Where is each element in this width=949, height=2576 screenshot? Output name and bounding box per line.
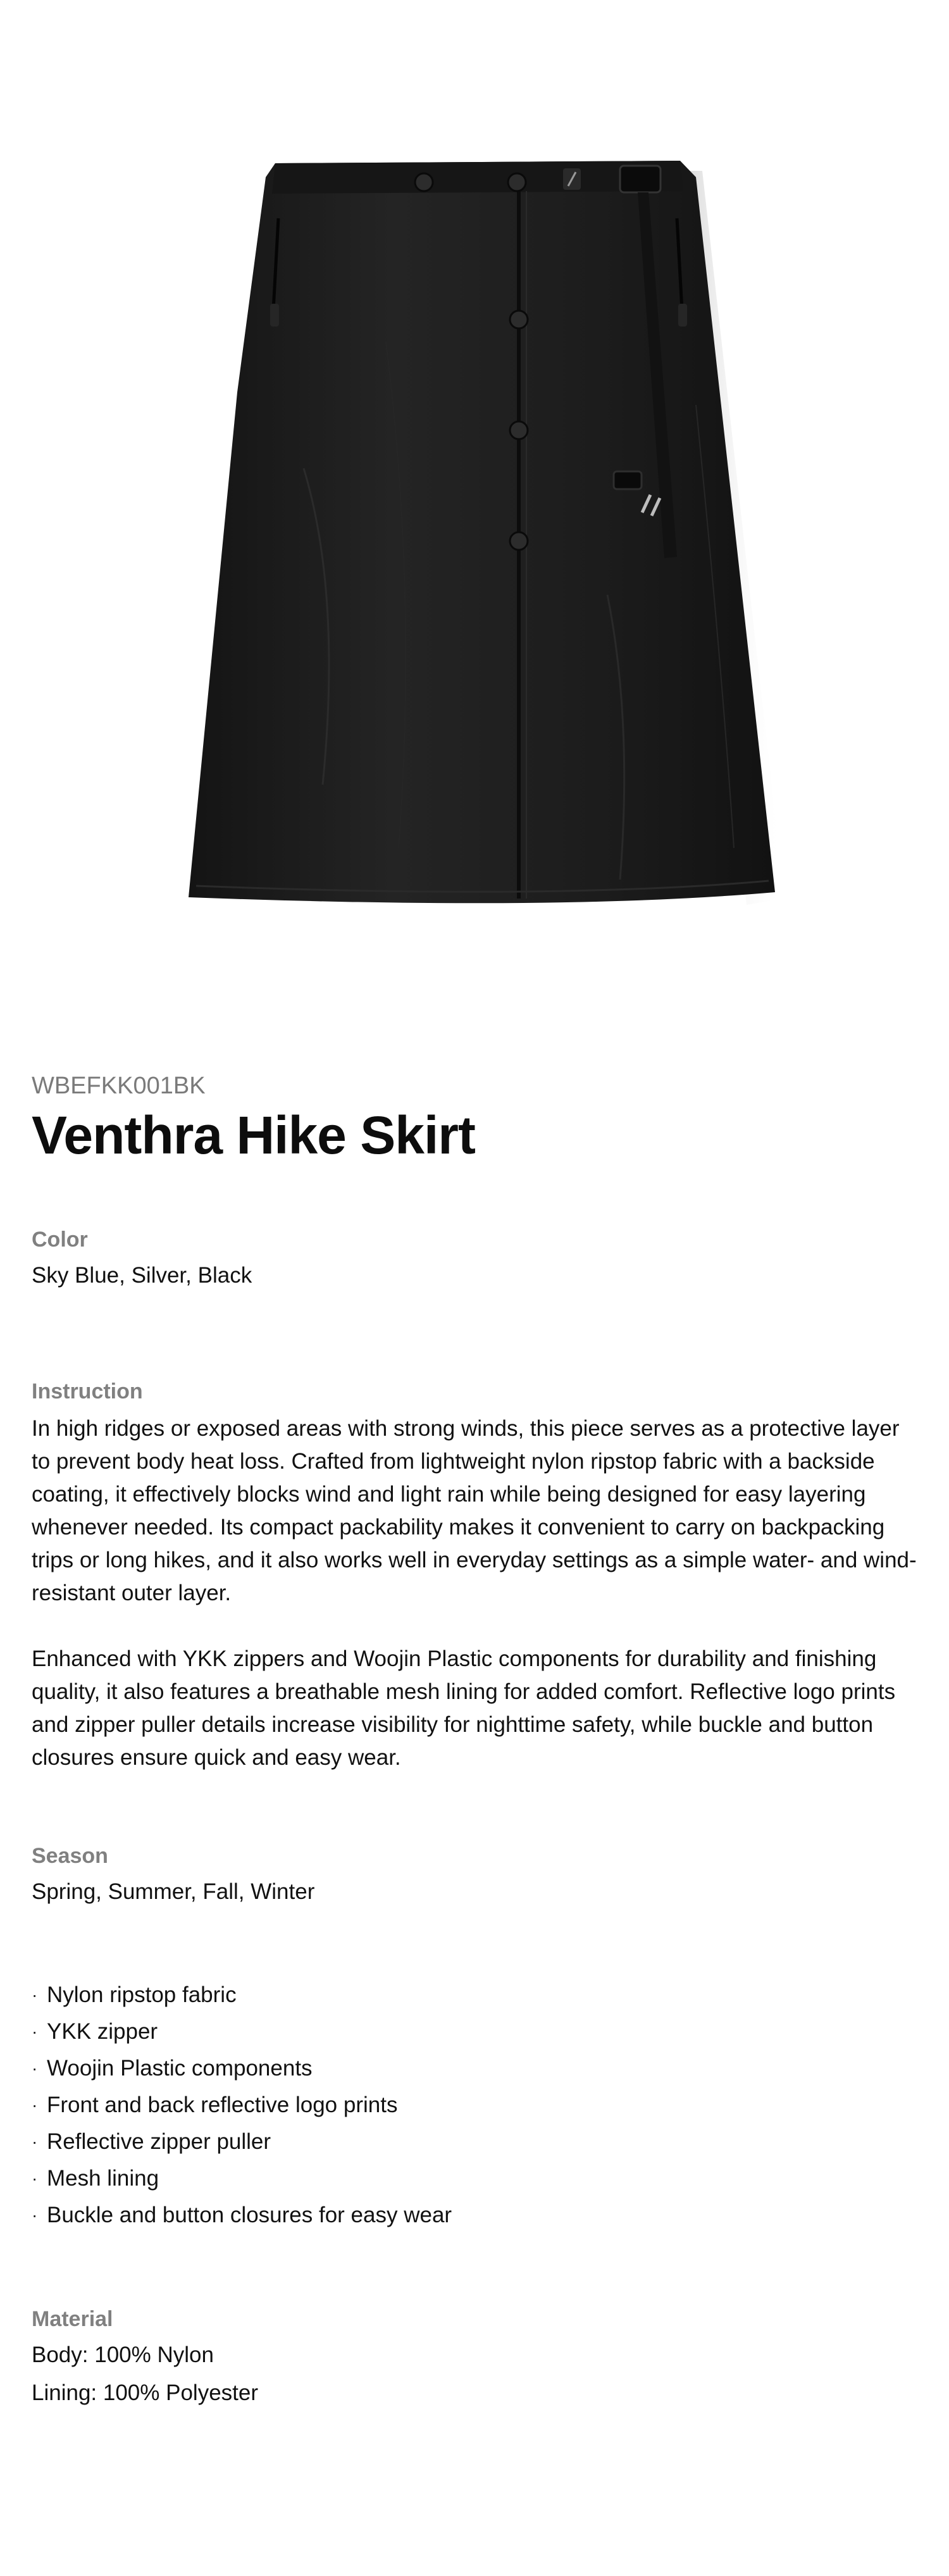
instruction-paragraph: In high ridges or exposed areas with strong winds, this piece serves as a protective layer to prevent body heat loss. Crafted from lightweight nylon ripstop fabric with a backside coating, it effectively blocks wind and light rain while being designed for easy layering whenever needed. Its compact packability makes it convenient to carry on backpacking trips or long hikes, and it also works well in everyday settings as a simple water- and wind-resistant outer layer.: [32, 1416, 917, 1605]
bullet-icon: ·: [32, 2205, 38, 2225]
bullet-icon: ·: [32, 2095, 38, 2115]
feature-item: [32, 1977, 917, 2013]
feature-text: Reflective zipper puller: [47, 2129, 271, 2154]
instruction-label: Instruction: [32, 1379, 143, 1403]
product-image: [177, 152, 785, 924]
color-section: [32, 1225, 917, 1292]
season-section: [32, 1841, 917, 1908]
snap-button-icon: [510, 532, 528, 550]
feature-item: [32, 2160, 917, 2197]
features-section: [32, 1977, 917, 2234]
snap-button-icon: [510, 421, 528, 439]
feature-text: Mesh lining: [47, 2166, 159, 2191]
product-title: Venthra Hike Skirt: [32, 1105, 475, 1165]
feature-text: YKK zipper: [47, 2019, 158, 2044]
material-section: [32, 2305, 917, 2410]
features-list: [32, 1977, 917, 2234]
material-lining: Lining: 100% Polyester: [32, 2380, 258, 2405]
season-value: Spring, Summer, Fall, Winter: [32, 1879, 315, 1904]
skirt-product-photo: [177, 152, 785, 924]
zipper-pull-icon: [270, 304, 279, 327]
product-info: [32, 1069, 917, 2410]
color-value: Sky Blue, Silver, Black: [32, 1263, 252, 1288]
feature-text: Nylon ripstop fabric: [47, 1982, 237, 2007]
bullet-icon: ·: [32, 2022, 38, 2041]
instruction-section: [32, 1377, 917, 1774]
instruction-paragraph: Enhanced with YKK zippers and Woojin Plastic components for durability and finishing quality, it also features a breathable mesh lining for added comfort. Reflective logo prints and zipper puller details increase visibility for nighttime safety, while buckle and button closures ensure quick and easy wear.: [32, 1646, 896, 1770]
snap-button-icon: [415, 173, 433, 191]
feature-item: [32, 2087, 917, 2124]
material-label: Material: [32, 2307, 113, 2331]
strap-slider-icon: [614, 471, 642, 489]
bullet-icon: ·: [32, 2058, 38, 2078]
feature-text: Woojin Plastic components: [47, 2056, 313, 2081]
bullet-icon: ·: [32, 2132, 38, 2151]
bullet-icon: ·: [32, 2168, 38, 2188]
feature-item: [32, 2124, 917, 2160]
color-label: Color: [32, 1228, 88, 1252]
material-body: Body: 100% Nylon: [32, 2343, 214, 2367]
snap-button-icon: [510, 311, 528, 328]
feature-item: [32, 2050, 917, 2087]
buckle-icon: [620, 166, 661, 192]
bullet-icon: ·: [32, 1985, 38, 2005]
feature-item: [32, 2013, 917, 2050]
feature-text: Front and back reflective logo prints: [47, 2093, 398, 2117]
product-sku: WBEFKK001BK: [32, 1073, 206, 1099]
season-label: Season: [32, 1844, 108, 1868]
feature-item: [32, 2197, 917, 2234]
zipper-pull-icon: [678, 304, 687, 327]
snap-button-icon: [508, 173, 526, 191]
feature-text: Buckle and button closures for easy wear: [47, 2203, 452, 2227]
